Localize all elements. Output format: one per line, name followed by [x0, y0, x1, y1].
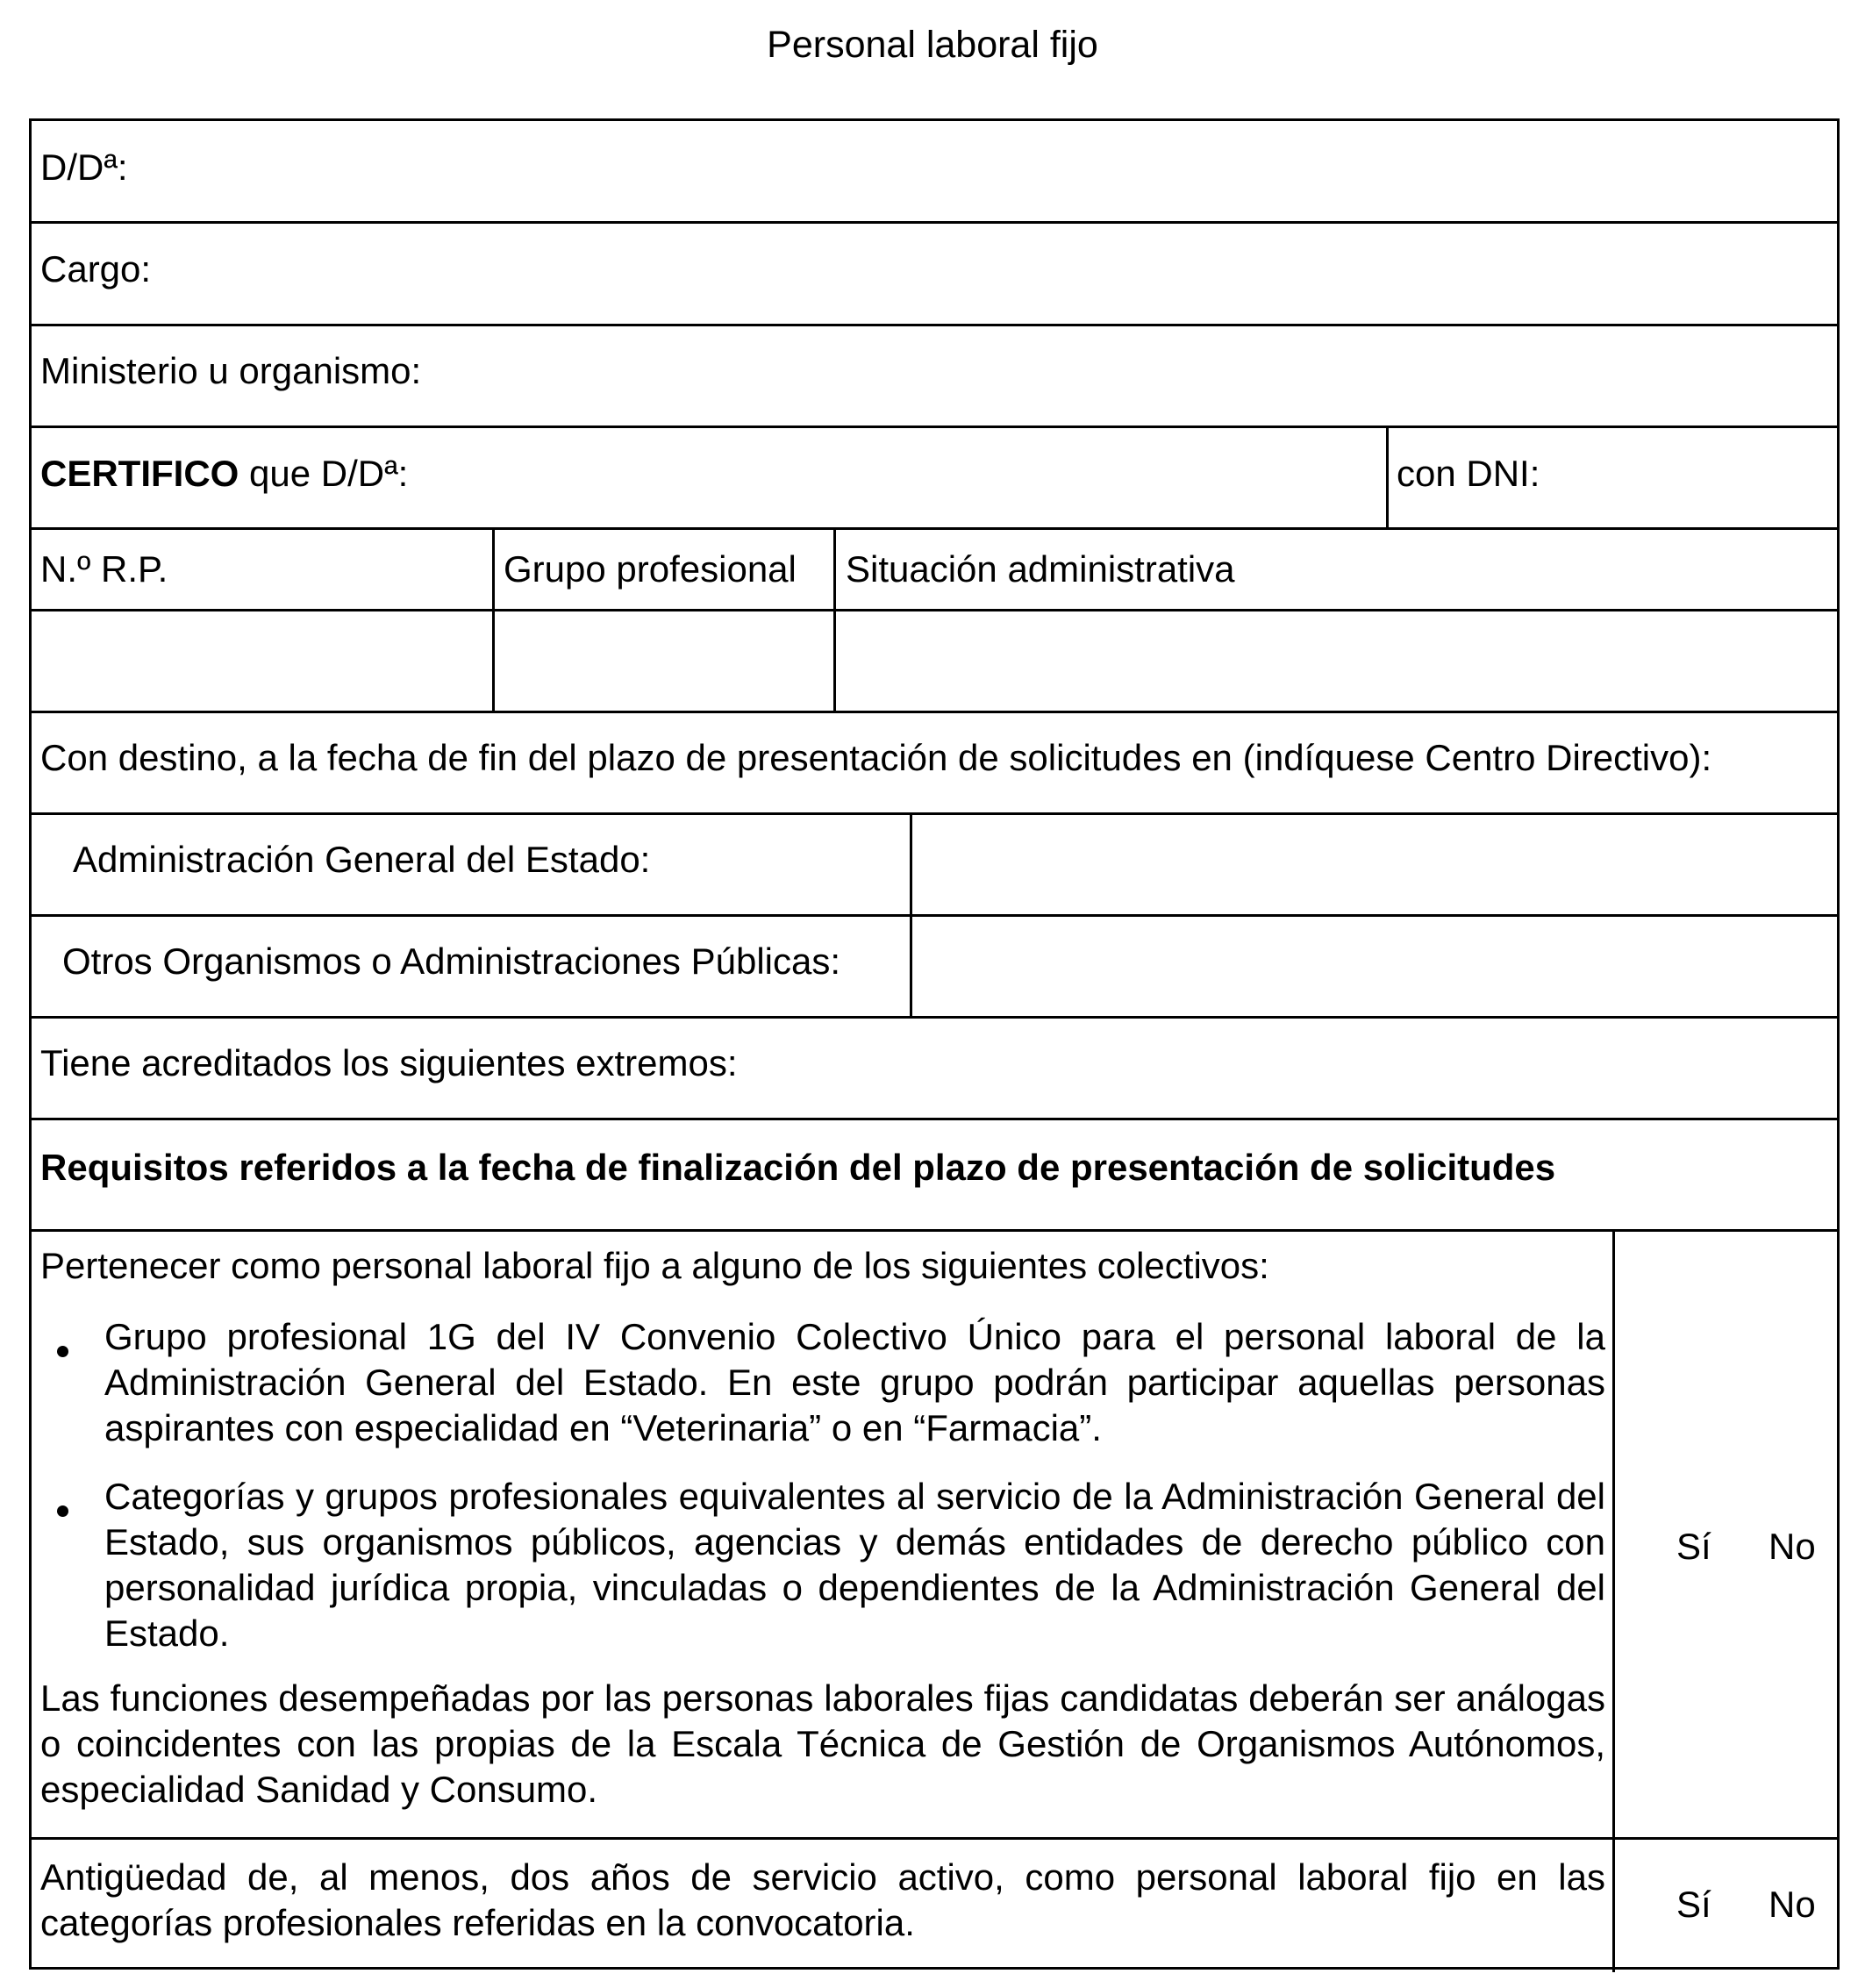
column-divider	[1386, 425, 1389, 527]
age-label: Administración General del Estado:	[73, 839, 651, 880]
bullet-icon	[57, 1346, 68, 1357]
status-column-header: Situación administrativa	[846, 548, 1235, 590]
requirement-bullet-2: Categorías y grupos profesionales equivalentes al servicio de la Administración General del Estado, sus organismos públicos, agencias y demás entidades de derecho público con personalidad jurídica propia, vinculadas o dependientes de la Administración General del Estado.	[104, 1476, 1605, 1654]
column-divider	[492, 527, 495, 711]
destination-label: Con destino, a la fecha de fin del plazo de presentación de solicitudes en (indíquese Centro Directivo):	[40, 737, 1712, 778]
functions-text: Las funciones desempeñadas por las personas laborales fijas candidatas deberán ser análogas o coincidentes con las propias de la Escala Técnica de Gestión de Organismos Autónomos, especialidad Sanidad y Consumo.	[40, 1677, 1605, 1810]
row-divider	[32, 812, 1837, 815]
requirement-bullet-1: Grupo profesional 1G del IV Convenio Colectivo Único para el personal laboral de la Administración General del Estado. En este grupo podrán participar aquellas personas aspirantes con especialidad en “Veterinaria” o en “Farmacia”.	[104, 1316, 1605, 1448]
nrp-column-header: N.º R.P.	[40, 548, 168, 590]
seniority-text: Antigüedad de, al menos, dos años de servicio activo, como personal laboral fijo en las categorías profesionales referidas en la convocatoria.	[40, 1856, 1605, 1943]
position-label: Cargo:	[40, 248, 152, 290]
row-divider	[32, 527, 1837, 530]
column-divider	[833, 527, 836, 711]
row-divider	[32, 1229, 1837, 1232]
name-label: D/Dª:	[40, 147, 128, 188]
row-divider	[32, 324, 1837, 326]
row-divider	[32, 221, 1837, 224]
ministry-label: Ministerio u organismo:	[40, 350, 422, 391]
row-divider	[32, 1837, 1837, 1840]
yes-option[interactable]: Sí	[1676, 1526, 1711, 1567]
row-divider	[32, 711, 1837, 713]
row-divider	[32, 1118, 1837, 1120]
requirements-heading: Requisitos referidos a la fecha de finalización del plazo de presentación de solicitudes	[40, 1147, 1556, 1188]
certify-label	[40, 452, 408, 496]
yes-option[interactable]: Sí	[1676, 1884, 1711, 1925]
row-divider	[32, 425, 1837, 428]
bullet-icon	[57, 1505, 68, 1517]
dni-label: con DNI:	[1397, 453, 1540, 494]
certify-bold-text: CERTIFICO	[40, 453, 239, 494]
no-option[interactable]: No	[1769, 1884, 1816, 1925]
document-title: Personal laboral fijo	[767, 24, 1098, 66]
other-organisms-label: Otros Organismos o Administraciones Públicas:	[62, 940, 841, 982]
accredited-label: Tiene acreditados los siguientes extremos:	[40, 1042, 738, 1083]
certify-rest-text: que D/Dª:	[239, 453, 409, 494]
row-divider	[32, 1016, 1837, 1019]
row-divider	[32, 914, 1837, 917]
group-column-header: Grupo profesional	[504, 548, 797, 590]
certificate-form	[29, 118, 1840, 1970]
row-divider	[32, 609, 1837, 611]
belong-intro: Pertenecer como personal laboral fijo a alguno de los siguientes colectivos:	[40, 1245, 1269, 1286]
column-divider	[1612, 1229, 1615, 1972]
no-option[interactable]: No	[1769, 1526, 1816, 1567]
